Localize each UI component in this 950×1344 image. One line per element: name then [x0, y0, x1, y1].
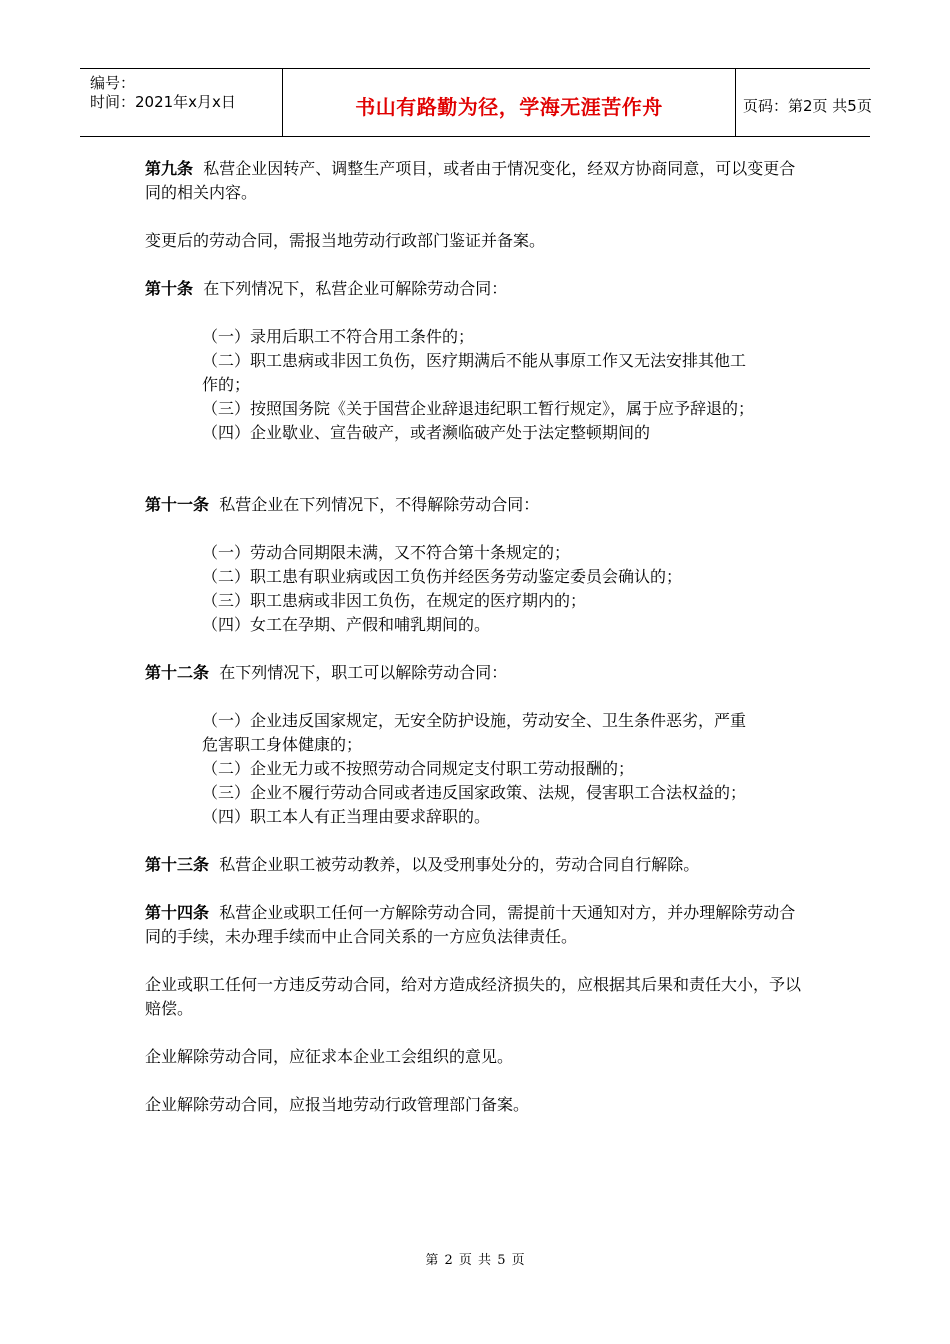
- list-item: （二）职工患病或非因工负伤，医疗期满后不能从事原工作又无法安排其他工作的；: [202, 351, 747, 394]
- article-10-items: [145, 325, 754, 445]
- article-9: [145, 157, 810, 205]
- article-12: [145, 661, 810, 685]
- list-item: （四）企业歇业、宣告破产，或者濒临破产处于法定整顿期间的: [202, 423, 651, 442]
- article-14-paragraph-3: 企业解除劳动合同，应征求本企业工会组织的意见。: [145, 1047, 514, 1066]
- article-9-paragraph-2: 变更后的劳动合同，需报当地劳动行政部门鉴证并备案。: [145, 231, 546, 250]
- page-footer: 第 2 页 共 5 页: [425, 1253, 525, 1268]
- page-header: [80, 68, 870, 137]
- header-page-cell: [735, 69, 870, 136]
- article-10-text: 在下列情况下，私营企业可解除劳动合同：: [203, 279, 508, 298]
- list-item: （一）企业违反国家规定，无安全防护设施，劳动安全、卫生条件恶劣，严重危害职工身体健康的；: [202, 711, 747, 754]
- article-14: [145, 901, 810, 949]
- list-item: （一）劳动合同期限未满，又不符合第十条规定的；: [202, 543, 571, 562]
- article-9-text: 私营企业因转产、调整生产项目，或者由于情况变化，经双方协商同意，可以变更合同的相关内容。: [145, 159, 796, 202]
- header-page-info: 页码：第2页 共5页: [743, 97, 872, 115]
- article-12-title: 第十二条: [145, 663, 210, 682]
- article-14-paragraph-2: 企业或职工任何一方违反劳动合同，给对方造成经济损失的，应根据其后果和责任大小，予以赔偿。: [145, 975, 802, 1018]
- article-11-items: [145, 541, 754, 637]
- article-13: [145, 853, 810, 877]
- list-item: （三）企业不履行劳动合同或者违反国家政策、法规，侵害职工合法权益的；: [202, 783, 747, 802]
- article-9-title: 第九条: [145, 159, 194, 178]
- list-item: （一）录用后职工不符合用工条件的；: [202, 327, 475, 346]
- list-item: （四）女工在孕期、产假和哺乳期间的。: [202, 615, 491, 634]
- article-14-text: 私营企业或职工任何一方解除劳动合同，需提前十天通知对方，并办理解除劳动合同的手续，未办理手续而中止合同关系的一方应负法律责任。: [145, 903, 796, 946]
- article-14-paragraph-4: 企业解除劳动合同，应报当地劳动行政管理部门备案。: [145, 1095, 530, 1114]
- header-motto: 书山有路勤为径，学海无涯苦作舟: [355, 95, 663, 119]
- article-11-text: 私营企业在下列情况下，不得解除劳动合同：: [219, 495, 540, 514]
- list-item: （四）职工本人有正当理由要求辞职的。: [202, 807, 491, 826]
- list-item: （三）职工患病或非因工负伤，在规定的医疗期内的；: [202, 591, 587, 610]
- document-body: [145, 157, 810, 1117]
- article-11: [145, 493, 810, 517]
- header-motto-cell: [282, 69, 736, 136]
- article-13-title: 第十三条: [145, 855, 210, 874]
- article-11-title: 第十一条: [145, 495, 210, 514]
- list-item: （二）职工患有职业病或因工负伤并经医务劳动鉴定委员会确认的；: [202, 567, 683, 586]
- article-12-text: 在下列情况下，职工可以解除劳动合同：: [219, 663, 508, 682]
- document-date: 时间：2021年x月x日: [90, 93, 236, 111]
- article-14-title: 第十四条: [145, 903, 210, 922]
- article-10: [145, 277, 810, 301]
- list-item: （三）按照国务院《关于国营企业辞退违纪职工暂行规定》，属于应予辞退的；: [202, 399, 755, 418]
- article-12-items: [145, 709, 754, 829]
- header-meta-cell: [80, 69, 282, 136]
- list-item: （二）企业无力或不按照劳动合同规定支付职工劳动报酬的；: [202, 759, 635, 778]
- document-number-label: 编号：: [90, 74, 136, 92]
- article-13-text: 私营企业职工被劳动教养，以及受刑事处分的，劳动合同自行解除。: [219, 855, 700, 874]
- article-10-title: 第十条: [145, 279, 194, 298]
